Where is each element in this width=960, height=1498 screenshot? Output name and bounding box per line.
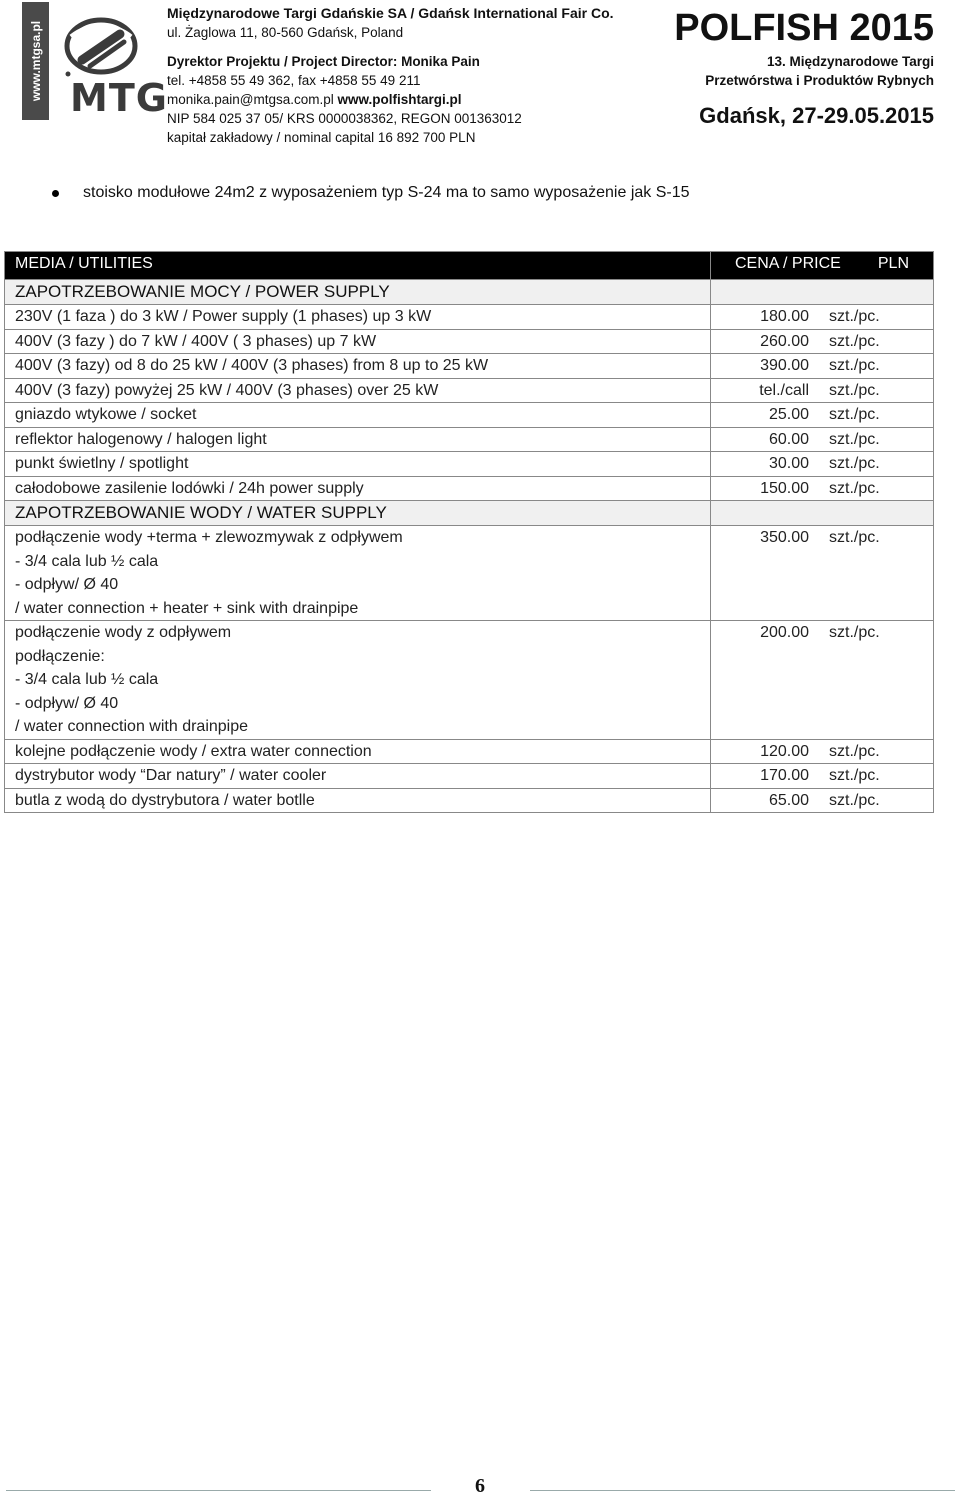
project-director: Dyrektor Projektu / Project Director: Monika Pain <box>167 54 480 69</box>
item-price-cell <box>711 739 934 764</box>
item-description: podłączenie wody z odpływem podłączenie: - 3/4 cala lub ½ cala - odpływ/ Ø 40 / water connection with drainpipe <box>5 621 711 740</box>
item-price: 170.00 <box>760 767 809 784</box>
table-row <box>5 305 934 330</box>
item-description: 230V (1 faza ) do 3 kW / Power supply (1 phases) up 3 kW <box>5 305 711 330</box>
logo-brand-text: MTG <box>70 76 168 120</box>
item-description: gniazdo wtykowe / socket <box>5 403 711 428</box>
item-price: 260.00 <box>760 332 809 350</box>
event-subtitle-1: 13. Międzynarodowe Targi <box>766 54 934 69</box>
company-logo <box>22 2 168 122</box>
section-power-title: ZAPOTRZEBOWANIE MOCY / POWER SUPPLY <box>5 280 711 305</box>
item-description: 400V (3 fazy) od 8 do 25 kW / 400V (3 phases) from 8 up to 25 kW <box>5 354 711 379</box>
item-price-cell <box>711 403 934 428</box>
bullet-icon <box>52 190 59 197</box>
table-row <box>5 476 934 501</box>
item-price: 65.00 <box>768 791 809 809</box>
company-capital: kapitał zakładowy / nominal capital 16 892 700 PLN <box>167 130 476 145</box>
item-description: dystrybutor wody “Dar natury” / water cooler <box>5 764 711 789</box>
item-price: 180.00 <box>760 308 809 325</box>
page-number: 6 <box>475 1475 485 1497</box>
item-price: 60.00 <box>768 430 809 448</box>
logo-website-text: www.mtgsa.pl <box>28 20 43 102</box>
item-unit: szt./pc. <box>829 381 880 399</box>
table-row <box>5 788 934 813</box>
item-price-cell <box>711 354 934 379</box>
header-price-cell <box>711 252 934 280</box>
item-price-cell <box>711 764 934 789</box>
table-row <box>5 739 934 764</box>
item-price-cell <box>711 788 934 813</box>
bullet-note <box>52 184 690 202</box>
item-unit: szt./pc. <box>829 624 880 641</box>
company-name: Międzynarodowe Targi Gdańskie SA / Gdańsk International Fair Co. <box>167 5 614 21</box>
price-table <box>4 251 934 813</box>
event-dates: Gdańsk, 27-29.05.2015 <box>699 103 934 128</box>
item-price: 390.00 <box>760 357 809 374</box>
item-price-cell <box>711 427 934 452</box>
section-water-price-blank <box>711 501 934 526</box>
company-registry: NIP 584 025 37 05/ KRS 0000038362, REGON 001363012 <box>167 111 522 126</box>
item-unit: szt./pc. <box>829 529 880 546</box>
item-description: punkt świetlny / spotlight <box>5 452 711 477</box>
mtg-logo-icon <box>60 16 142 80</box>
item-description: kolejne podłączenie wody / extra water connection <box>5 739 711 764</box>
item-unit: szt./pc. <box>829 767 880 784</box>
table-row <box>5 621 934 740</box>
item-unit: szt./pc. <box>829 308 880 325</box>
item-price: 120.00 <box>760 742 809 760</box>
company-address: ul. Żaglowa 11, 80-560 Gdańsk, Poland <box>167 25 404 40</box>
item-unit: szt./pc. <box>829 455 880 472</box>
contact-website[interactable]: www.polfishtargi.pl <box>337 92 462 107</box>
item-unit: szt./pc. <box>829 357 880 374</box>
table-header <box>5 252 934 280</box>
item-unit: szt./pc. <box>829 742 880 760</box>
water-rows <box>5 526 934 813</box>
section-power <box>5 280 934 305</box>
table-row <box>5 764 934 789</box>
item-unit: szt./pc. <box>829 479 880 497</box>
item-price-cell <box>711 621 934 740</box>
table-row <box>5 427 934 452</box>
item-description: 400V (3 fazy) powyżej 25 kW / 400V (3 phases) over 25 kW <box>5 378 711 403</box>
item-unit: szt./pc. <box>829 430 880 448</box>
table-row <box>5 354 934 379</box>
item-price-cell <box>711 526 934 621</box>
contact-email[interactable]: monika.pain@mtgsa.com.pl <box>167 92 334 107</box>
item-description: butla z wodą do dystrybutora / water botlle <box>5 788 711 813</box>
header-utilities: MEDIA / UTILITIES <box>5 252 711 280</box>
table-row <box>5 452 934 477</box>
event-subtitle-2: Przetwórstwa i Produktów Rybnych <box>705 73 934 88</box>
item-unit: szt./pc. <box>829 406 880 423</box>
item-price: 350.00 <box>760 529 809 546</box>
item-price-cell <box>711 378 934 403</box>
item-price-cell <box>711 452 934 477</box>
logo-side-strip <box>22 2 49 120</box>
item-unit: szt./pc. <box>829 791 880 809</box>
section-power-price-blank <box>711 280 934 305</box>
table-row <box>5 403 934 428</box>
power-rows <box>5 305 934 501</box>
item-price: 150.00 <box>760 479 809 497</box>
bullet-text: stoisko modułowe 24m2 z wyposażeniem typ S-24 ma to samo wyposażenie jak S-15 <box>83 184 690 201</box>
item-price-cell <box>711 329 934 354</box>
item-price-cell <box>711 476 934 501</box>
item-price: 25.00 <box>768 406 809 423</box>
section-water-title: ZAPOTRZEBOWANIE WODY / WATER SUPPLY <box>5 501 711 526</box>
table-row <box>5 329 934 354</box>
contact-phone: tel. +4858 55 49 362, fax +4858 55 49 211 <box>167 73 421 88</box>
table-row <box>5 378 934 403</box>
event-title: POLFISH 2015 <box>674 7 934 49</box>
header-currency: PLN <box>877 255 909 272</box>
organizer-info <box>167 4 614 147</box>
item-price-cell <box>711 305 934 330</box>
item-description: reflektor halogenowy / halogen light <box>5 427 711 452</box>
section-water <box>5 501 934 526</box>
contact-line <box>167 90 614 109</box>
header-price: CENA / PRICE <box>735 255 841 272</box>
item-description: 400V (3 fazy ) do 7 kW / 400V ( 3 phases) up 7 kW <box>5 329 711 354</box>
item-unit: szt./pc. <box>829 332 880 350</box>
item-description: całodobowe zasilenie lodówki / 24h power supply <box>5 476 711 501</box>
event-info <box>674 4 934 129</box>
table-row <box>5 526 934 621</box>
item-description: podłączenie wody +terma + zlewozmywak z odpływem - 3/4 cala lub ½ cala - odpływ/ Ø 40 / water connection + heater + sink with drainpipe <box>5 526 711 621</box>
item-price: tel./call <box>759 381 809 399</box>
item-price: 30.00 <box>768 455 809 472</box>
item-price: 200.00 <box>760 624 809 641</box>
